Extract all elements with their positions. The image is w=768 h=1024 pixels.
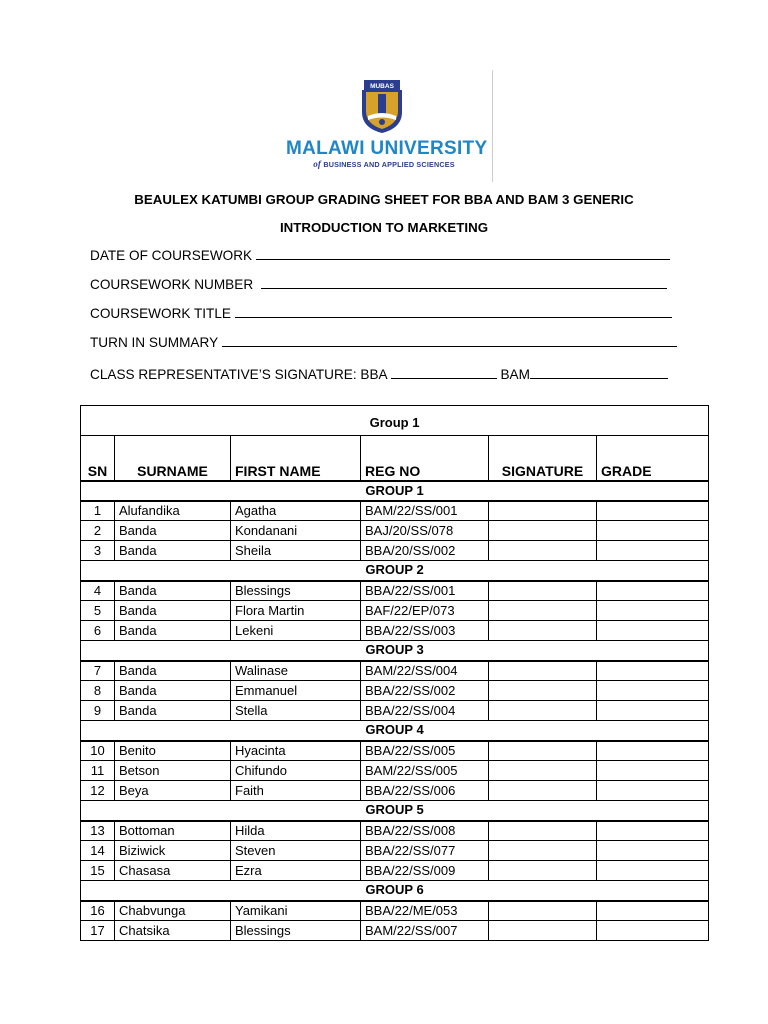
table-row [81,661,709,681]
sn-cell: 8 [81,681,115,701]
signature-cell[interactable] [489,741,597,761]
table-row [81,761,709,781]
signature-cell[interactable] [489,621,597,641]
reg-no-cell: BBA/22/SS/006 [361,781,489,801]
first-name-cell: Emmanuel [231,681,361,701]
header-surname: SURNAME [115,436,231,481]
first-name-cell: Chifundo [231,761,361,781]
table-row [81,541,709,561]
signature-cell[interactable] [489,821,597,841]
surname-cell: Bottoman [115,821,231,841]
sn-cell: 3 [81,541,115,561]
table-row [81,901,709,921]
grade-cell[interactable] [597,581,709,601]
sn-cell: 16 [81,901,115,921]
coursework-title-label: COURSEWORK TITLE [90,306,231,321]
sn-cell: 4 [81,581,115,601]
table-caption-row [81,406,709,436]
group-row [81,801,709,821]
first-name-cell: Lekeni [231,621,361,641]
reg-no-cell: BBA/20/SS/002 [361,541,489,561]
logo-divider [492,70,493,182]
table-row [81,701,709,721]
header-first-name: FIRST NAME [231,436,361,481]
group-label: GROUP 1 [81,481,709,501]
surname-cell: Banda [115,601,231,621]
first-name-cell: Steven [231,841,361,861]
summary-label: TURN IN SUMMARY [90,335,218,350]
signature-cell[interactable] [489,601,597,621]
first-name-cell: Blessings [231,921,361,941]
grade-cell[interactable] [597,681,709,701]
grade-cell[interactable] [597,501,709,521]
number-field [90,277,667,292]
reg-no-cell: BBA/22/ME/053 [361,901,489,921]
signature-cell[interactable] [489,521,597,541]
surname-cell: Chatsika [115,921,231,941]
group-row [81,481,709,501]
title-line [235,307,672,318]
bam-label: BAM [500,367,530,382]
first-name-cell: Hilda [231,821,361,841]
sn-cell: 6 [81,621,115,641]
signature-cell[interactable] [489,581,597,601]
date-field [90,248,670,263]
reg-no-cell: BAM/22/SS/005 [361,761,489,781]
grade-cell[interactable] [597,521,709,541]
crest-icon [358,80,406,134]
signature-cell[interactable] [489,501,597,521]
header-row [81,436,709,481]
table-row [81,841,709,861]
group-label: GROUP 6 [81,881,709,901]
grade-cell[interactable] [597,841,709,861]
university-logo [286,80,488,169]
signature-cell[interactable] [489,661,597,681]
grade-cell[interactable] [597,781,709,801]
group-row [81,561,709,581]
table-row [81,601,709,621]
reg-no-cell: BBA/22/SS/001 [361,581,489,601]
sn-cell: 10 [81,741,115,761]
sn-cell: 14 [81,841,115,861]
table-row [81,581,709,601]
sn-cell: 15 [81,861,115,881]
group-label: GROUP 5 [81,801,709,821]
surname-cell: Banda [115,581,231,601]
sheet-title: BEAULEX KATUMBI GROUP GRADING SHEET FOR BBA AND BAM 3 GENERIC [134,192,634,207]
surname-cell: Betson [115,761,231,781]
grade-cell[interactable] [597,861,709,881]
first-name-cell: Yamikani [231,901,361,921]
first-name-cell: Kondanani [231,521,361,541]
title-field [90,306,672,321]
group-label: GROUP 2 [81,561,709,581]
table-row [81,741,709,761]
sn-cell: 13 [81,821,115,841]
surname-cell: Alufandika [115,501,231,521]
first-name-cell: Walinase [231,661,361,681]
bam-line [530,368,668,379]
table-row [81,921,709,941]
table-row [81,501,709,521]
first-name-cell: Hyacinta [231,741,361,761]
university-name: MALAWI UNIVERSITY [286,138,488,159]
subtitle-prefix: of [313,159,322,169]
reg-no-cell: BAM/22/SS/001 [361,501,489,521]
group-label: GROUP 3 [81,641,709,661]
first-name-cell: Stella [231,701,361,721]
signature-cell[interactable] [489,921,597,941]
date-line [256,249,670,260]
sn-cell: 7 [81,661,115,681]
grade-cell[interactable] [597,901,709,921]
group-label: GROUP 4 [81,721,709,741]
signature-cell[interactable] [489,901,597,921]
grade-cell[interactable] [597,821,709,841]
group-row [81,881,709,901]
signature-cell[interactable] [489,761,597,781]
surname-cell: Benito [115,741,231,761]
grading-table [80,405,709,941]
signature-cell[interactable] [489,681,597,701]
sn-cell: 5 [81,601,115,621]
sn-cell: 11 [81,761,115,781]
summary-field [90,335,677,350]
surname-cell: Banda [115,661,231,681]
grade-cell[interactable] [597,701,709,721]
first-name-cell: Faith [231,781,361,801]
table-row [81,861,709,881]
signature-cell[interactable] [489,541,597,561]
surname-cell: Chabvunga [115,901,231,921]
sn-cell: 12 [81,781,115,801]
reg-no-cell: BBA/22/SS/008 [361,821,489,841]
sn-cell: 1 [81,501,115,521]
university-subtitle [286,159,482,169]
grade-cell[interactable] [597,621,709,641]
surname-cell: Beya [115,781,231,801]
rep-signature-field [90,367,668,382]
surname-cell: Banda [115,521,231,541]
reg-no-cell: BBA/22/SS/077 [361,841,489,861]
rep-label: CLASS REPRESENTATIVE’S SIGNATURE: BBA [90,367,387,382]
reg-no-cell: BBA/22/SS/009 [361,861,489,881]
reg-no-cell: BAF/22/EP/073 [361,601,489,621]
reg-no-cell: BBA/22/SS/003 [361,621,489,641]
surname-cell: Banda [115,621,231,641]
reg-no-cell: BBA/22/SS/005 [361,741,489,761]
first-name-cell: Sheila [231,541,361,561]
first-name-cell: Flora Martin [231,601,361,621]
header-reg-no: REG NO [361,436,489,481]
table-row [81,781,709,801]
sn-cell: 9 [81,701,115,721]
surname-cell: Banda [115,701,231,721]
surname-cell: Chasasa [115,861,231,881]
bba-line [391,368,497,379]
table-row [81,681,709,701]
table-row [81,821,709,841]
date-label: DATE OF COURSEWORK [90,248,253,263]
reg-no-cell: BBA/22/SS/004 [361,701,489,721]
first-name-cell: Blessings [231,581,361,601]
header-grade: GRADE [597,436,709,481]
signature-cell[interactable] [489,841,597,861]
grade-cell[interactable] [597,761,709,781]
first-name-cell: Agatha [231,501,361,521]
table-caption: Group 1 [81,406,709,436]
surname-cell: Banda [115,541,231,561]
signature-cell[interactable] [489,701,597,721]
surname-cell: Banda [115,681,231,701]
crest-text: MUBAS [370,83,394,90]
grade-cell[interactable] [597,661,709,681]
summary-line [222,336,677,347]
surname-cell: Biziwick [115,841,231,861]
grade-cell[interactable] [597,921,709,941]
first-name-cell: Ezra [231,861,361,881]
number-line [261,278,667,289]
header-signature: SIGNATURE [489,436,597,481]
table-row [81,621,709,641]
grade-cell[interactable] [597,541,709,561]
reg-no-cell: BAJ/20/SS/078 [361,521,489,541]
signature-cell[interactable] [489,781,597,801]
reg-no-cell: BAM/22/SS/007 [361,921,489,941]
reg-no-cell: BBA/22/SS/002 [361,681,489,701]
group-row [81,721,709,741]
table-row [81,521,709,541]
header-sn: SN [81,436,115,481]
sn-cell: 2 [81,521,115,541]
grade-cell[interactable] [597,601,709,621]
course-title: INTRODUCTION TO MARKETING [279,220,489,235]
subtitle-text: BUSINESS AND APPLIED SCIENCES [323,160,455,169]
grade-cell[interactable] [597,741,709,761]
sn-cell: 17 [81,921,115,941]
group-row [81,641,709,661]
signature-cell[interactable] [489,861,597,881]
reg-no-cell: BAM/22/SS/004 [361,661,489,681]
number-label: COURSEWORK NUMBER [90,277,254,292]
